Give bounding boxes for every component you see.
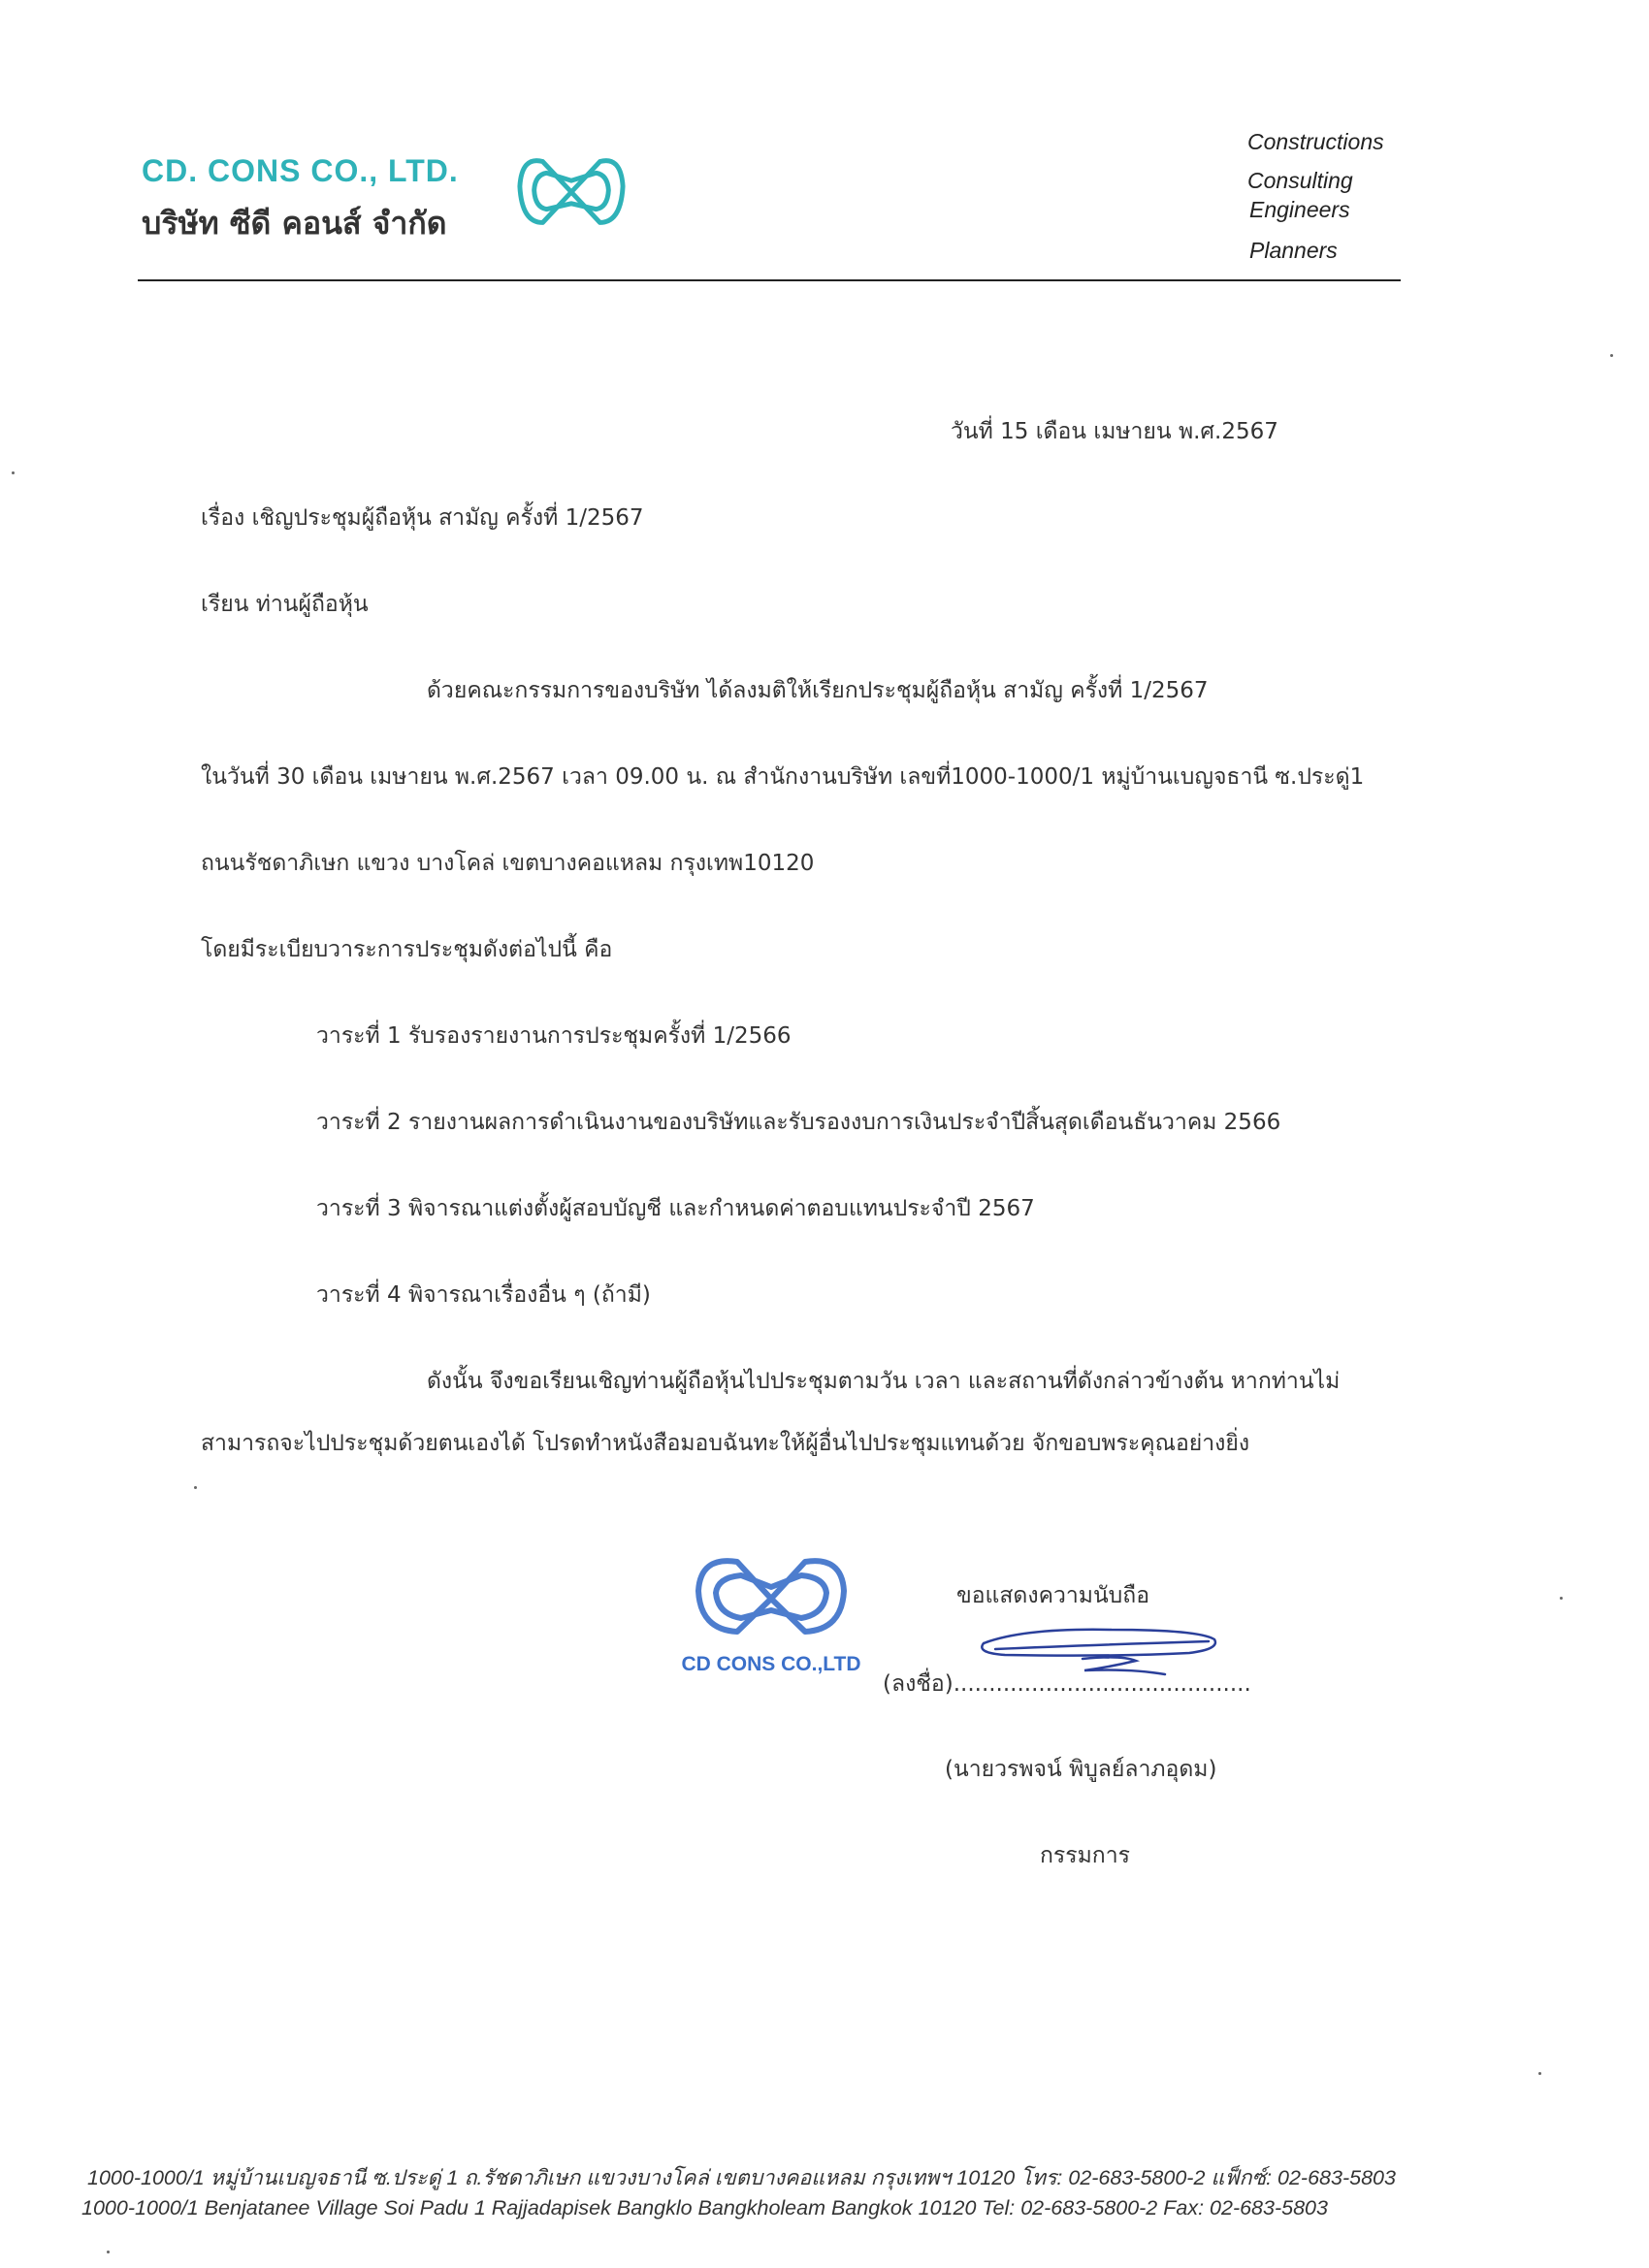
regards-text: ขอแสดงความนับถือ [956, 1583, 1150, 1608]
infinity-logo-icon [514, 147, 629, 237]
signatory-position: กรรมการ [1040, 1843, 1130, 1868]
agenda-item-2: วาระที่ 2 รายงานผลการดำเนินงานของบริษัทและรับรองงบการเงินประจำปีสิ้นสุดเดือนธันวาคม 2566 [316, 1110, 1281, 1135]
scan-speck [1538, 2072, 1541, 2075]
agenda-item-1: วาระที่ 1 รับรองรายงานการประชุมครั้งที่ 1/2566 [316, 1023, 792, 1049]
scan-speck [107, 2251, 110, 2253]
scan-speck [194, 1486, 197, 1489]
service-consulting: Consulting [1247, 168, 1353, 193]
company-name-en: CD. CONS CO., LTD. [142, 153, 459, 188]
agenda-item-3: วาระที่ 3 พิจารณาแต่งตั้งผู้สอบบัญชี และกำหนดค่าตอบแทนประจำปี 2567 [316, 1196, 1035, 1221]
agenda-intro: โดยมีระเบียบวาระการประชุมดังต่อไปนี้ คือ [201, 937, 613, 962]
scan-speck [1560, 1597, 1563, 1600]
stamp-text: CD CONS CO.,LTD [681, 1653, 861, 1675]
service-engineers: Engineers [1249, 197, 1350, 222]
scan-speck [12, 471, 15, 474]
company-name-th: บริษัท ซีดี คอนส์ จำกัด [142, 205, 447, 242]
letter-subject: เรื่อง เชิญประชุมผู้ถือหุ้น สามัญ ครั้งที่ 1/2567 [201, 505, 644, 531]
intro-paragraph-line-2: ในวันที่ 30 เดือน เมษายน พ.ศ.2567 เวลา 09.00 น. ณ สำนักงานบริษัท เลขที่1000-1000/1 หมู่บ้านเบญจธานี ซ.ประดู่1 [201, 764, 1365, 790]
intro-paragraph-line-1: ด้วยคณะกรรมการของบริษัท ได้ลงมติให้เรียกประชุมผู้ถือหุ้น สามัญ ครั้งที่ 1/2567 [427, 678, 1209, 703]
scan-speck [1610, 354, 1613, 357]
intro-paragraph-line-3: ถนนรัชดาภิเษก แขวง บางโคล่ เขตบางคอแหลม กรุงเทพ10120 [201, 851, 815, 876]
company-stamp-icon [679, 1540, 863, 1686]
service-constructions: Constructions [1247, 129, 1384, 154]
agenda-item-4: วาระที่ 4 พิจารณาเรื่องอื่น ๆ (ถ้ามี) [316, 1282, 651, 1308]
header-divider [138, 279, 1401, 281]
footer-address-en: 1000-1000/1 Benjatanee Village Soi Padu 1 Rajjadapisek Bangklo Bangkholeam Bangkok 10120 Tel: 02-683-5800-2 Fax: 02-683-5803 [81, 2196, 1328, 2219]
signatory-name: (นายวรพจน์ พิบูลย์ลาภอุดม) [945, 1757, 1217, 1782]
footer-address-th: 1000-1000/1 หมู่บ้านเบญจธานี ซ.ประดู่ 1 ถ.รัชดาภิเษก แขวงบางโคล่ เขตบางคอแหลม กรุงเทพฯ 10120 โทร: 02-683-5800-2 แฟ็กซ์: 02-683-5803 [87, 2166, 1396, 2189]
letter-salutation: เรียน ท่านผู้ถือหุ้น [201, 592, 369, 617]
closing-paragraph-line-1: ดังนั้น จึงขอเรียนเชิญท่านผู้ถือหุ้นไปประชุมตามวัน เวลา และสถานที่ดังกล่าวข้างต้น หากท่านไม่ [427, 1369, 1341, 1394]
letter-date: วันที่ 15 เดือน เมษายน พ.ศ.2567 [951, 419, 1278, 444]
sign-line: (ลงชื่อ).......................................... [883, 1671, 1251, 1697]
closing-paragraph-line-2: สามารถจะไปประชุมด้วยตนเองได้ โปรดทำหนังสือมอบฉันทะให้ผู้อื่นไปประชุมแทนด้วย จักขอบพระคุณอย่างยิ่ง [201, 1431, 1250, 1456]
service-planners: Planners [1249, 238, 1338, 263]
